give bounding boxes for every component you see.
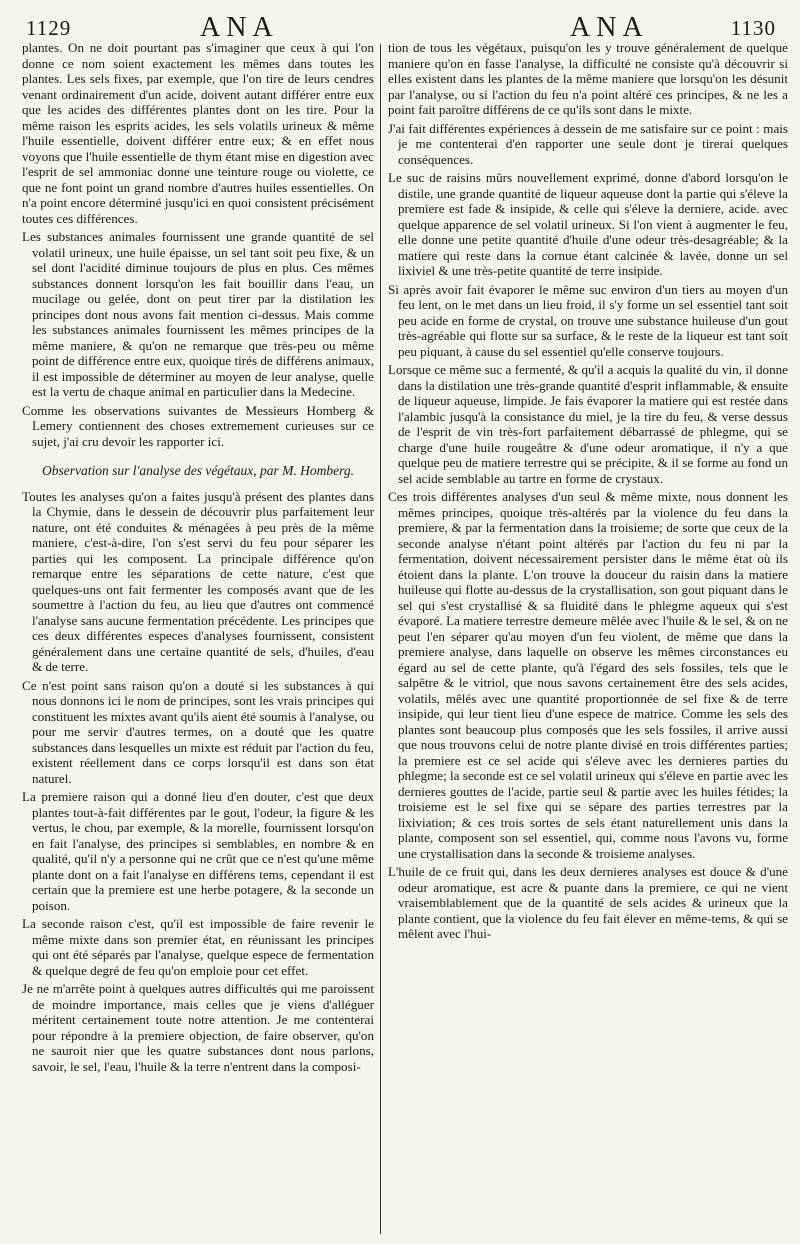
paragraph: Les substances animales fournissent une grande quantité de sel volatil urineux, une huile épaisse, un sel tant soit peu fixe, & un sel dont l'acidité diminue toujours de plus en plus. Ces mêmes substances donnent lorsqu'on les fait bouillir dans l'eau, un mucilage ou gelée, dont on peut tirer par la distilation les principes dont nous avons fait mention ci-dessus. Mais comme les substances animales fournissent les mêmes principes de la même maniere, & qu'on ne remarque que très-peu ou même point de différence entre eux, quoique tirés de différens animaux, il est impossible de déterminer au moyen de leur analyse, quelle est la vertu de chaque animal en particulier dans la Medecine. [22, 229, 374, 399]
paragraph: Lorsque ce même suc a fermenté, & qu'il a acquis la qualité du vin, il donne dans la distilation une très-grande quantité d'esprit inflammable, & ensuite de liqueur aqueuse, limpide. Je fais évaporer la matiere qui est restée dans l'alambic jusqu'à la consistance du miel, je la tire du feu, & verse dessus de l'esprit de vin très-fort parfaitement débarrassé de phlegme, qui se charge d'une huile rougeâtre & d'une odeur aromatique, il n'y a que quelque peu de matiere terrestre qui se précipite, & il se forme au fond un sel acide semblable au tartre en forme de crystaux. [388, 362, 788, 486]
right-column [388, 40, 788, 1238]
paragraph: L'huile de ce fruit qui, dans les deux dernieres analyses est douce & d'une odeur aromatique, est acre & puante dans la premiere, ce qui ne vient vraisemblablement que de la quantité de sels acides & urineux que la plante contient, que la violence du feu fait élever en même-tems, & qui se mêlent avec l'hui- [388, 864, 788, 941]
page-number-left: 1129 [26, 16, 72, 40]
running-title-right: ANA [570, 12, 649, 43]
paragraph: plantes. On ne doit pourtant pas s'imaginer que ceux à qui l'on donne ce nom soient exactement les mêmes dans toutes les plantes. Les sels fixes, par exemple, que l'on tire de leurs cendres venant ordinairement d'un acide, doivent autant différer entre eux que les acides des différentes plantes dont on les tire. Pour la même raison les esprits acides, les sels volatils urineux & même l'huile essentielle, doivent différer entre eux; & en effet nous voyons que l'huile essentielle de thym étant mise en digestion avec l'esprit de sel ammoniac donne une teinture rouge ou violette, ce que ne font point un grand nombre d'autres huiles essentielles. On n'a point encore déterminé jusqu'ici en quoi consistent précisément toutes ces différences. [22, 40, 374, 226]
page-number-right: 1130 [730, 16, 776, 40]
paragraph: Je ne m'arrête point à quelques autres difficultés qui me paroissent de moindre importance, mais celles que je viens d'alléguer méritent certainement toute notre attention. Je me contenterai pour répondre à la premiere objection, de faire observer, qu'on ne sauroit nier que les quatre substances dont nous parlons, savoir, le sel, l'eau, l'huile & la terre n'entrent dans la composi- [22, 981, 374, 1074]
paragraph: tion de tous les végétaux, puisqu'on les y trouve généralement de quelque maniere qu'on en fasse l'analyse, la difficulté ne consiste qu'à découvrir si elles existent dans les plantes de la même maniere que lorsqu'on les désunit par l'analyse, ou si l'action du feu n'a point altéré ces principes, & ne les a point fait paroître différens de ce qu'ils sont dans le mixte. [388, 40, 788, 117]
paragraph: Comme les observations suivantes de Messieurs Homberg & Lemery contiennent des choses extremement curieuses sur ce sujet, j'ai cru devoir les rapporter ici. [22, 402, 374, 449]
left-column [22, 40, 374, 1238]
paragraph: La premiere raison qui a donné lieu d'en douter, c'est que deux plantes tout-à-fait différentes par le gout, l'odeur, la figure & les vertus, le chou, par exemple, & la morelle, fournissent lorsqu'on en fait l'analyse, des principes si semblables, en nombre & en qualité, qu'il n'y a personne qui ne crût que ce n'est qu'une même plante dont on a fait l'analyse en différens tems, cependant il est certain que la premiere est une herbe potagere, & la seconde un poison. [22, 789, 374, 913]
paragraph: J'ai fait différentes expériences à dessein de me satisfaire sur ce point : mais je me contenterai d'en rapporter une seule dont je tirerai quelques conséquences. [388, 120, 788, 167]
section-heading: Observation sur l'analyse des végétaux, par M. Homberg. [41, 463, 355, 478]
paragraph: La seconde raison c'est, qu'il est impossible de faire revenir le même mixte dans son premier état, en réunissant les principes qui ont été séparés par l'analyse, quelque espece de fermentation & quelque degré de feu qu'on emploie pour cet effet. [22, 916, 374, 978]
text-columns [22, 40, 786, 1238]
paragraph: Toutes les analyses qu'on a faites jusqu'à présent des plantes dans la Chymie, dans le dessein de découvrir plus parfaitement leur nature, ont été conduites & ménagées à peu près de la même maniere, c'est-à-dire, l'on s'est servi du feu pour séparer les parties qui les composent. La principale différence qu'on remarque entre les séparations de cette nature, c'est que quelques-uns ont fait fermenter les composés avant que de les soumettre à l'action du feu, au lieu que d'autres ont commencé l'analyse sans aucune fermentation précédente. Les principes que ces deux différentes especes d'analyses fournissent, consistent généralement dans une certaine quantité de sels, d'huiles, d'eau & de terre. [22, 488, 374, 674]
paragraph: Le suc de raisins mûrs nouvellement exprimé, donne d'abord lorsqu'on le distile, une grande quantité de liqueur aqueuse dont la partie qui s'éleve la premiere est fade & insipide, & celle qui s'éleve la derniere, acide. avec quelque apparence de sel volatil urineux. Si l'on vient à augmenter le feu, elle donne une petite quantité d'huile d'une odeur très-desagréable; & la matiere qui reste dans la cornue étant calcinée & lavée, donne un sel lixiviel & une très-petite quantité de terre insipide. [388, 170, 788, 278]
paragraph: Ce n'est point sans raison qu'on a douté si les substances à qui nous donnons ici le nom de principes, sont les vrais principes qui constituent les mixtes avant qu'ils aient été soumis à l'analyse, ou pour me servir d'autres termes, on a douté que les quatre substances dans lesquelles un mixte est réduit par l'action du feu, existent réellement dans ce corps lorsqu'il est dans son état naturel. [22, 677, 374, 786]
paragraph: Ces trois différentes analyses d'un seul & même mixte, nous donnent les mêmes principes, quoique très-altérés par la violence du feu dans la premiere, & par la fermentation dans la troisieme; de sorte que ceux de la seconde analyse n'étant point altérés par l'action du feu ni par la fermentation, doivent nécessairement persister dans le même état où ils étoient dans la plante. L'on trouve la douceur du raisin dans la matiere huileuse qui flotte au-dessus de la crystallisation, son gout piquant dans le sel qui s'est crystallisé & sa fluidité dans le phlegme aqueux qui s'est évaporé. La matiere terrestre demeure mêlée avec l'huile & le sel, & on ne peut l'en séparer qu'au moyen d'un feu violent, de même que dans la premiere analyse, dans laquelle on observe les mêmes circonstances eu égard au sel de cette plante, qu'à l'égard des sels fossiles, tels que le salpêtre & le vitriol, que nous savons certainement être des sels acides, volatils, mêlés avec une quantité proportionnée de sel fixe & de terre insipide, qui leur tient lieu d'une espece de matrice. Comme les sels des plantes sont beaucoup plus composés que les sels fossiles, il arrive aussi que nous trouvons celui de notre plante divisé en trois différentes parties; la premiere est ce sel acide qui s'éleve avec les dernieres parties du phlegme; la seconde est ce sel volatil urineux qui s'éleve en partie avec les dernieres gouttes de l'acide, partie seul & partie avec les huiles fétides; la troisieme est le sel fixe qui se sépare des parties terrestres par la lixiviation; & ces trois sortes de sels étant naturellement unis dans la plante, composent son sel essentiel, qui, comme nous l'avons vu, forme une crystallisation dans la seconde & troisieme analyses. [388, 489, 788, 861]
running-title-left: ANA [200, 12, 279, 43]
paragraph: Si après avoir fait évaporer le même suc environ d'un tiers au moyen d'un feu lent, on le met dans un lieu froid, il s'y forme un sel essentiel tant soit peu acide en forme de crystal, on trouve une substance huileuse d'un gout très-agréable qui flotte sur sa surface, & le reste de la liqueur est tant soit peu piquant, à cause du sel essentiel qu'elle conserve toujours. [388, 281, 788, 359]
